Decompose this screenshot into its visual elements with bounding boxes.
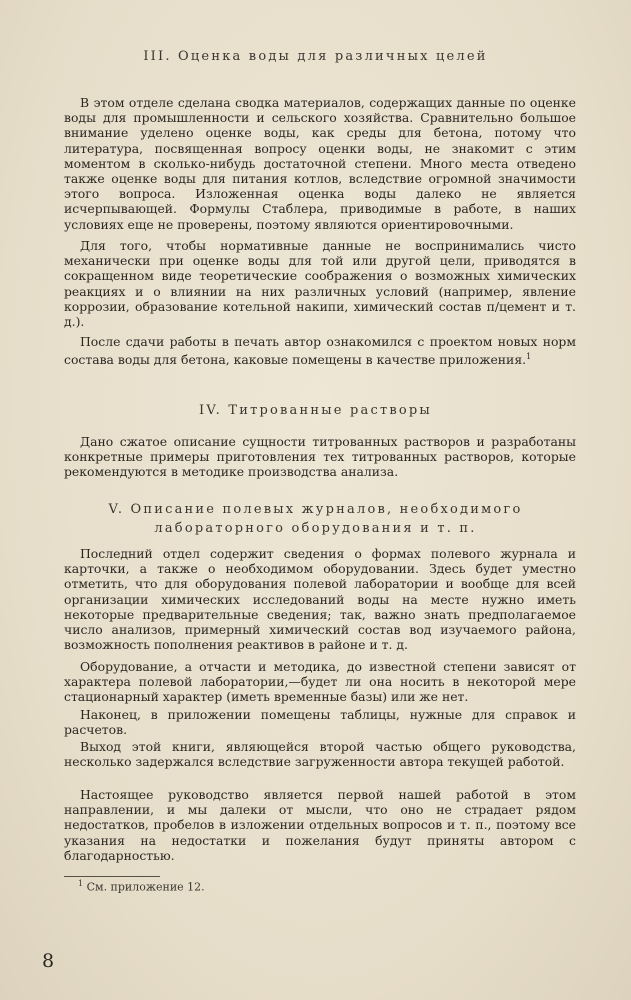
section-3-heading: III. Оценка воды для различных целей bbox=[143, 49, 488, 64]
page-number: 8 bbox=[42, 950, 55, 972]
section-4-paragraph-1: Дано сжатое описание сущности титрованных растворов и разработаны конкретные примеры приготовления тех титрованных растворов, которые рекомендуются в методике производства анализа. bbox=[64, 434, 576, 480]
section-5-paragraph-3: Наконец, в приложении помещены таблицы, нужные для справок и расчетов. bbox=[64, 707, 576, 738]
section-5-paragraph-2: Оборудование, а отчасти и методика, до известной степени зависят от характера полевой лаборатории,—будет ли она носить в некоторой мере стационарный характер (иметь временные базы) или же нет. bbox=[64, 659, 576, 705]
section-5-paragraph-1: Последний отдел содержит сведения о формах полевого журнала и карточки, а также о необходимом оборудовании. Здесь будет уместно отметить, что для оборудования полевой лаборатории и вообще для всей организации химических исследований воды на месте нужно иметь некоторые предварительные сведения; так, важно знать предполагаемое число анализов, примерный химический состав вод изучаемого района, возможность пополнения реактивов в районе и т. д. bbox=[64, 546, 576, 653]
section-3-paragraph-2: Для того, чтобы нормативные данные не воспринимались чисто механически при оценке воды для той или другой цели, приводятся в сокращенном виде теоретические соображения о возможных химических реакциях и о влиянии на них различных условий (например, явление коррозии, образование котельной накипи, химический состав п/цемент и т. д.). bbox=[64, 238, 576, 330]
footnote-divider bbox=[64, 876, 160, 877]
footnote bbox=[78, 879, 205, 894]
section-3-paragraph-3-text: После сдачи работы в печать автор ознакомился с проектом новых норм состава воды для бетона, каковые помещены в качестве приложения. bbox=[64, 334, 576, 368]
footnote-mark: 1 bbox=[78, 879, 84, 888]
section-5-paragraph-5: Настоящее руководство является первой нашей работой в этом направлении, и мы далеки от мысли, что оно не страдает рядом недостатков, пробелов в изложении отдельных вопросов и т. п., поэтому все указания на недостатки и пожелания будут приняты автором с благодарностью. bbox=[64, 787, 576, 863]
section-4-heading: IV. Титрованные растворы bbox=[199, 403, 432, 418]
section-5-paragraph-4: Выход этой книги, являющейся второй частью общего руководства, несколько задержался вследствие загруженности автора текущей работой. bbox=[64, 739, 576, 770]
section-3-paragraph-1: В этом отделе сделана сводка материалов, содержащих данные по оценке воды для промышленности и сельского хозяйства. Сравнительно большое внимание уделено оценке воды, как среды для бетона, потому что литература, посвященная вопросу оценки воды, не знакомит с этим моментом в сколько-нибудь достаточной степени. Много места отведено также оценке воды для питания котлов, вследствие огромной значимости этого вопроса. Изложенная оценка воды далеко не является исчерпывающей. Формулы Стаблера, приводимые в работе, в наших условиях еще не проверены, поэтому являются ориентировочными. bbox=[64, 95, 576, 232]
section-3-paragraph-3 bbox=[64, 334, 576, 368]
footnote-text: См. приложение 12. bbox=[86, 880, 205, 894]
footnote-reference: 1 bbox=[526, 352, 532, 362]
section-5-heading: V. Описание полевых журналов, необходимого лабораторного оборудования и т. п. bbox=[108, 502, 523, 536]
